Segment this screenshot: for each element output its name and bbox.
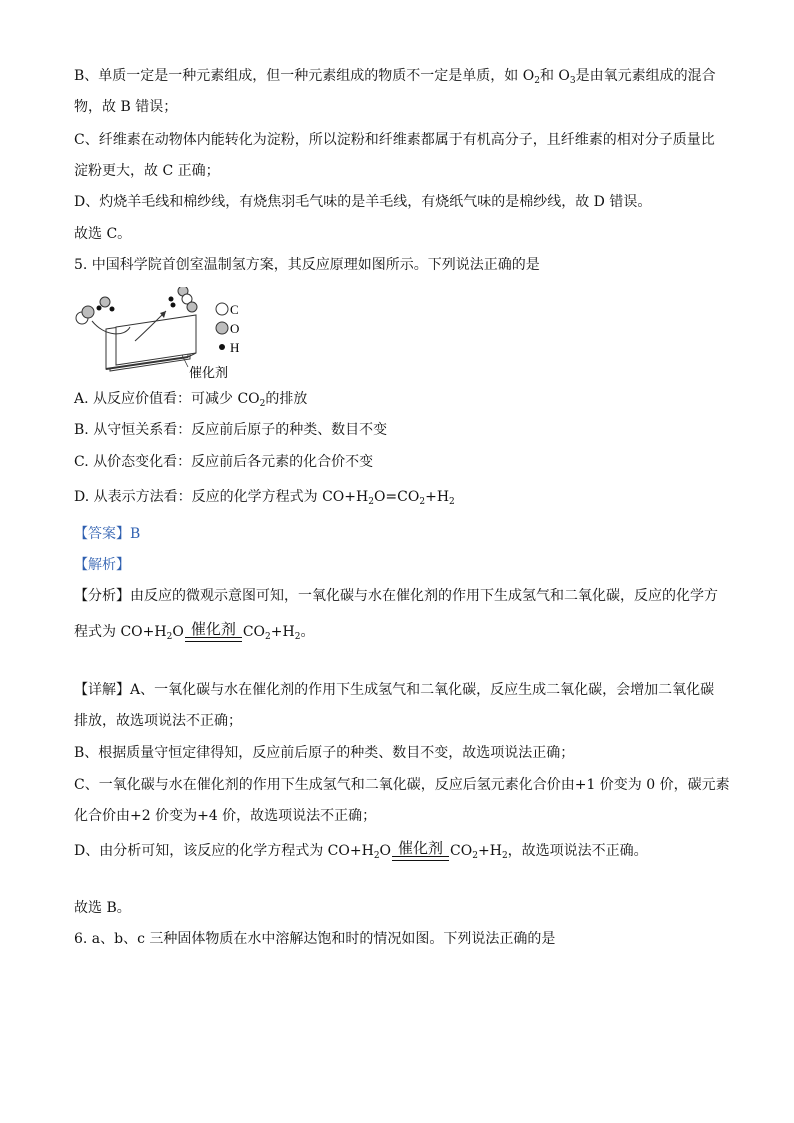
- legend-carbon-label: C: [230, 302, 239, 317]
- conclusion-line: 故选 B。: [74, 900, 131, 916]
- reaction-diagram: [70, 287, 270, 387]
- option-a: A. 从反应价值看：可减少 $CO_2$的排放: [74, 391, 308, 409]
- legend-hydrogen-icon: [219, 344, 225, 350]
- hydrogen-atom-icon: [169, 297, 174, 302]
- answer-line: 【答案】B: [74, 526, 141, 542]
- hydrogen-atom-icon: [97, 306, 102, 311]
- analysis-text: 【分析】由反应的微观示意图可知，一氧化碳与水在催化剂的作用下生成氢气和二氧化碳，反应的化学方: [74, 588, 718, 604]
- legend-hydrogen-label: H: [230, 340, 240, 355]
- legend-carbon-icon: [216, 303, 228, 315]
- text-line: D、灼烧羊毛线和棉纱线，有烧焦羽毛气味的是羊毛线，有烧纸气味的是棉纱线，故 D 错误。: [74, 194, 652, 210]
- text-line: 淀粉更大，故 C 正确；: [74, 163, 220, 179]
- detail-text: 【详解】A、一氧化碳与水在催化剂的作用下生成氢气和二氧化碳，反应生成二氧化碳，会增加二氧化碳: [74, 682, 715, 698]
- catalyst-equals-sign: 催化剂: [392, 840, 449, 861]
- option-c: C. 从价态变化看：反应前后各元素的化合价不变: [74, 454, 374, 470]
- text-line: 物，故 B 错误；: [74, 99, 178, 115]
- text-line: 故选 C。: [74, 226, 132, 242]
- detail-text: 化合价由+2 价变为+4 价，故选项说法不正确；: [74, 808, 377, 824]
- catalyst-equals-sign: 催化剂: [185, 621, 242, 642]
- question-6: 6. a、b、c 三种固体物质在水中溶解达饱和时的情况如图。下列说法正确的是: [74, 931, 556, 947]
- oxygen-atom-icon: [100, 297, 110, 307]
- hydrogen-atom-icon: [110, 307, 115, 312]
- equation-line-2: D、由分析可知，该反应的化学方程式为 $CO+H_2O$ 催化剂 $CO_2+H_2$，故选项说法不正确。: [74, 839, 648, 861]
- option-d: D. 从表示方法看：反应的化学方程式为 $CO+H_2O=CO_2+H_2$: [74, 489, 455, 507]
- oxygen-atom-icon: [82, 306, 94, 318]
- reaction-diagram-svg: [70, 287, 270, 387]
- text-line: B、单质一定是一种元素组成，但一种元素组成的物质不一定是单质，如 $O_2$和 $O_3$是由氧元素组成的混合: [74, 68, 716, 86]
- detail-text: C、一氧化碳与水在催化剂的作用下生成氢气和二氧化碳，反应后氢元素化合价由+1 价变为 0 价，碳元素: [74, 777, 730, 793]
- analysis-label: 【解析】: [74, 557, 130, 573]
- text-line: C、纤维素在动物体内能转化为淀粉，所以淀粉和纤维素都属于有机高分子，且纤维素的相对分子质量比: [74, 132, 715, 148]
- question-5: 5. 中国科学院首创室温制氢方案，其反应原理如图所示。下列说法正确的是: [74, 257, 540, 273]
- arrow-head-icon: [160, 311, 166, 318]
- legend-oxygen-label: O: [230, 321, 240, 336]
- equation-line-1: 程式为 $CO+H_2O$ 催化剂 $CO_2+H_2$。: [74, 620, 315, 642]
- detail-text: 排放，故选项说法不正确；: [74, 713, 242, 729]
- detail-text: B、根据质量守恒定律得知，反应前后原子的种类、数目不变，故选项说法正确；: [74, 745, 575, 761]
- oxygen-atom-icon: [187, 302, 197, 312]
- hydrogen-atom-icon: [171, 303, 176, 308]
- legend-oxygen-icon: [216, 322, 228, 334]
- catalyst-label: 催化剂: [189, 366, 229, 381]
- option-b: B. 从守恒关系看：反应前后原子的种类、数目不变: [74, 422, 388, 438]
